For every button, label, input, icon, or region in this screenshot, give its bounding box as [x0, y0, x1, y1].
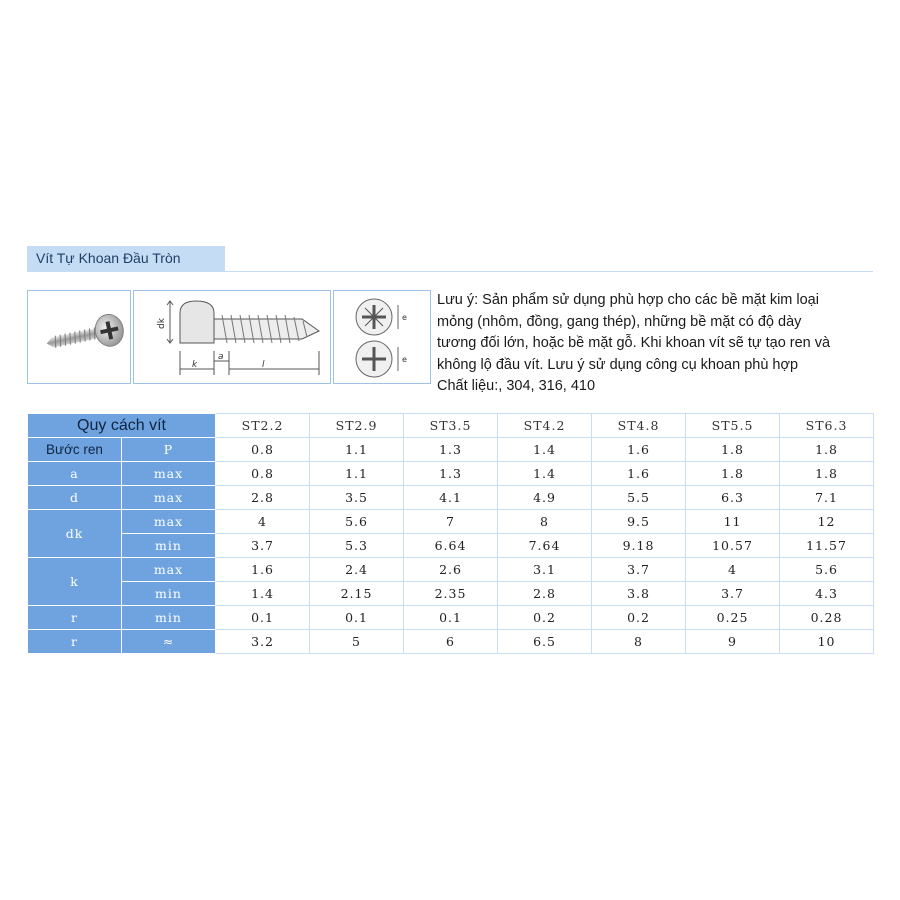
- size-header: ST5.5: [686, 414, 780, 438]
- table-cell: 9.18: [592, 534, 686, 558]
- row-sublabel: ≈: [122, 630, 216, 654]
- table-cell: 1.4: [498, 438, 592, 462]
- table-cell: 6: [404, 630, 498, 654]
- size-header: ST4.8: [592, 414, 686, 438]
- table-cell: 1.8: [780, 462, 874, 486]
- table-cell: 10.57: [686, 534, 780, 558]
- table-cell: 12: [780, 510, 874, 534]
- table-row: [28, 438, 874, 462]
- table-cell: 1.4: [216, 582, 310, 606]
- table-cell: 0.1: [404, 606, 498, 630]
- row-label: r: [28, 630, 122, 654]
- usage-note: [437, 290, 877, 398]
- row-sublabel: P: [122, 438, 216, 462]
- table-cell: 6.3: [686, 486, 780, 510]
- screw-photo-panel: [27, 290, 131, 384]
- table-cell: 3.5: [310, 486, 404, 510]
- table-cell: 1.1: [310, 462, 404, 486]
- spec-table: [27, 413, 874, 654]
- table-cell: 2.8: [498, 582, 592, 606]
- a-label: a: [218, 352, 224, 362]
- table-cell: 0.28: [780, 606, 874, 630]
- table-cell: 4: [216, 510, 310, 534]
- l-label: l: [262, 360, 265, 370]
- table-cell: 11: [686, 510, 780, 534]
- table-cell: 3.7: [592, 558, 686, 582]
- note-line: không lộ đầu vít. Lưu ý sử dụng công cụ khoan phù hợp: [437, 356, 799, 373]
- head-view-diagram-icon: [334, 291, 430, 383]
- table-row: [28, 462, 874, 486]
- size-header: ST2.2: [216, 414, 310, 438]
- table-cell: 5.6: [780, 558, 874, 582]
- table-cell: 7.64: [498, 534, 592, 558]
- table-row: [28, 510, 874, 534]
- table-cell: 3.7: [216, 534, 310, 558]
- row-sublabel: min: [122, 582, 216, 606]
- table-cell: 8: [498, 510, 592, 534]
- row-label: k: [28, 558, 122, 606]
- table-cell: 0.8: [216, 462, 310, 486]
- table-cell: 5.6: [310, 510, 404, 534]
- table-cell: 1.4: [498, 462, 592, 486]
- table-cell: 1.8: [686, 462, 780, 486]
- size-header: ST6.3: [780, 414, 874, 438]
- screw-photo-icon: [28, 291, 130, 383]
- table-cell: 3.7: [686, 582, 780, 606]
- table-row: [28, 486, 874, 510]
- table-cell: 9: [686, 630, 780, 654]
- table-row: [28, 534, 874, 558]
- dk-label: dk: [157, 318, 167, 329]
- size-header: ST3.5: [404, 414, 498, 438]
- table-cell: 6.5: [498, 630, 592, 654]
- row-sublabel: min: [122, 534, 216, 558]
- e-label-top: e: [402, 313, 407, 322]
- table-cell: 4.1: [404, 486, 498, 510]
- row-label: dk: [28, 510, 122, 558]
- table-cell: 0.25: [686, 606, 780, 630]
- table-cell: 4: [686, 558, 780, 582]
- table-cell: 2.35: [404, 582, 498, 606]
- note-line: Lưu ý: Sản phẩm sử dụng phù hợp cho các bề mặt kim loại: [437, 292, 819, 308]
- table-cell: 3.2: [216, 630, 310, 654]
- table-cell: 0.2: [498, 606, 592, 630]
- table-header-label: Quy cách vít: [28, 414, 216, 438]
- table-row: [28, 558, 874, 582]
- table-cell: 0.1: [310, 606, 404, 630]
- table-cell: 1.6: [592, 438, 686, 462]
- table-cell: 0.8: [216, 438, 310, 462]
- table-cell: 1.6: [216, 558, 310, 582]
- title-divider: [27, 271, 873, 272]
- table-cell: 1.6: [592, 462, 686, 486]
- product-image-row: [27, 290, 873, 394]
- row-label: d: [28, 486, 122, 510]
- table-cell: 10: [780, 630, 874, 654]
- size-header: ST4.2: [498, 414, 592, 438]
- table-cell: 0.1: [216, 606, 310, 630]
- table-row: [28, 606, 874, 630]
- table-cell: 0.2: [592, 606, 686, 630]
- table-cell: 2.15: [310, 582, 404, 606]
- row-sublabel: max: [122, 462, 216, 486]
- table-cell: 5.5: [592, 486, 686, 510]
- row-sublabel: max: [122, 486, 216, 510]
- table-cell: 1.3: [404, 438, 498, 462]
- row-sublabel: min: [122, 606, 216, 630]
- row-sublabel: max: [122, 510, 216, 534]
- table-row: [28, 582, 874, 606]
- row-label: a: [28, 462, 122, 486]
- side-view-diagram-panel: [133, 290, 331, 384]
- table-cell: 1.3: [404, 462, 498, 486]
- table-cell: 3.1: [498, 558, 592, 582]
- table-cell: 7: [404, 510, 498, 534]
- table-cell: 5: [310, 630, 404, 654]
- table-cell: 8: [592, 630, 686, 654]
- table-cell: 2.6: [404, 558, 498, 582]
- head-view-diagram-panel: [333, 290, 431, 384]
- note-line: mỏng (nhôm, đồng, gang thép), những bề mặt có độ dày: [437, 313, 802, 330]
- table-cell: 7.1: [780, 486, 874, 510]
- table-cell: 3.8: [592, 582, 686, 606]
- row-sublabel: max: [122, 558, 216, 582]
- side-view-diagram-icon: [134, 291, 330, 383]
- table-cell: 1.1: [310, 438, 404, 462]
- table-cell: 4.9: [498, 486, 592, 510]
- table-cell: 5.3: [310, 534, 404, 558]
- e-label-bottom: e: [402, 355, 407, 364]
- table-cell: 4.3: [780, 582, 874, 606]
- table-cell: 1.8: [780, 438, 874, 462]
- table-cell: 2.8: [216, 486, 310, 510]
- note-line: tương đối lớn, hoặc bề mặt gỗ. Khi khoan vít sẽ tự tạo ren và: [437, 335, 831, 351]
- table-header-row: [28, 414, 874, 438]
- table-cell: 9.5: [592, 510, 686, 534]
- section-title: Vít Tự Khoan Đầu Tròn: [27, 246, 225, 271]
- row-label: Bước ren: [28, 438, 122, 462]
- size-header: ST2.9: [310, 414, 404, 438]
- table-cell: 1.8: [686, 438, 780, 462]
- table-cell: 6.64: [404, 534, 498, 558]
- note-line: Chất liệu:, 304, 316, 410: [437, 378, 596, 394]
- table-cell: 11.57: [780, 534, 874, 558]
- k-label: k: [192, 360, 198, 370]
- row-label: r: [28, 606, 122, 630]
- table-row: [28, 630, 874, 654]
- table-cell: 2.4: [310, 558, 404, 582]
